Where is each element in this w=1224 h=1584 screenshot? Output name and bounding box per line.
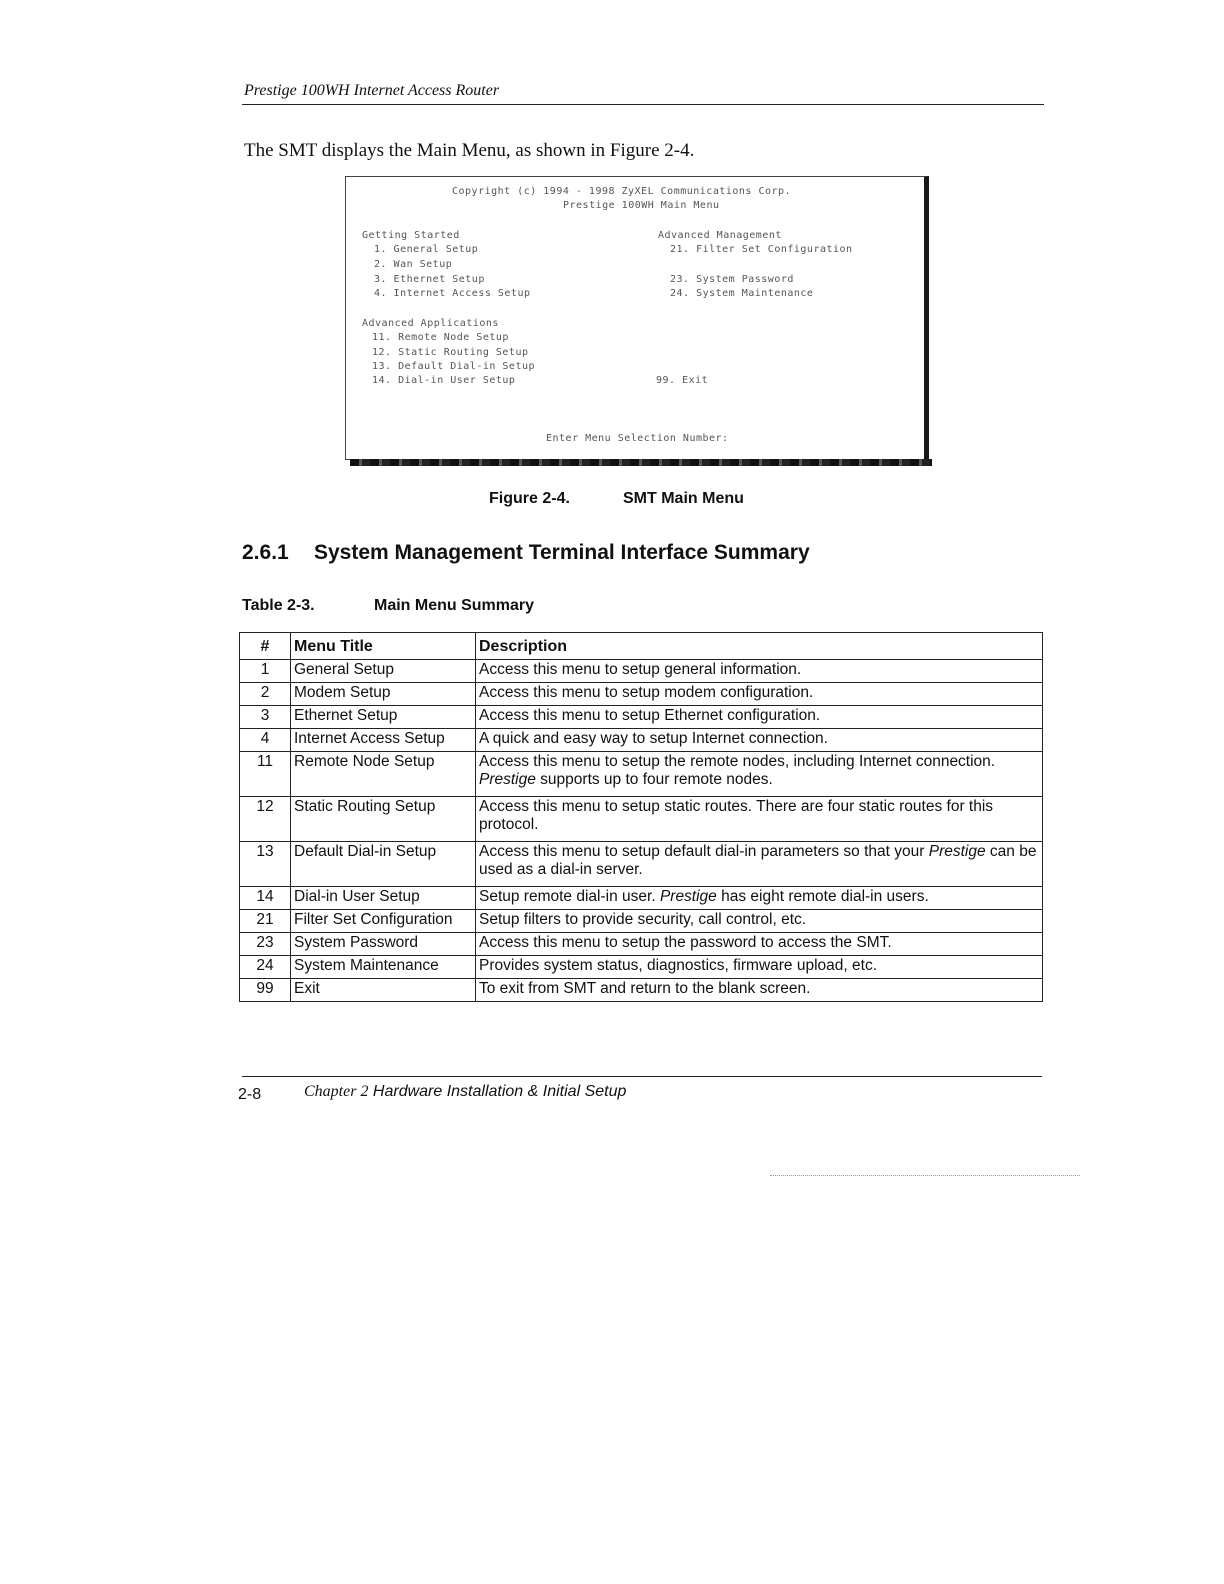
table-row [240, 979, 1043, 1002]
description-cell: A quick and easy way to setup Internet connection. [476, 729, 1043, 752]
table-row [240, 887, 1043, 910]
description-text: Access this menu to setup default dial-in parameters so that your [479, 843, 929, 860]
footer-divider [242, 1076, 1042, 1077]
table-row [240, 706, 1043, 729]
menu-number-cell: 12 [240, 797, 291, 842]
menu-title-cell: Static Routing Setup [291, 797, 476, 842]
menu-number-cell: 11 [240, 752, 291, 797]
menu-title-cell: Dial-in User Setup [291, 887, 476, 910]
header-divider [242, 104, 1044, 105]
table-row [240, 956, 1043, 979]
menu-title-cell: System Maintenance [291, 956, 476, 979]
menu-title-cell: Remote Node Setup [291, 752, 476, 797]
column-header-menu-title: Menu Title [291, 633, 476, 660]
main-menu-summary-table [239, 632, 1043, 1002]
description-cell [476, 752, 1043, 797]
column-header-description: Description [476, 633, 1043, 660]
description-cell: Provides system status, diagnostics, firmware upload, etc. [476, 956, 1043, 979]
smt-main-menu-screenshot [345, 176, 929, 460]
menu-number-cell: 21 [240, 910, 291, 933]
terminal-menu-item: 3. Ethernet Setup [374, 274, 485, 285]
terminal-menu-item: 11. Remote Node Setup [372, 332, 509, 343]
table-title: Main Menu Summary [374, 597, 535, 614]
menu-title-cell: Modem Setup [291, 683, 476, 706]
product-name: Prestige [479, 771, 536, 788]
product-name: Prestige [659, 888, 717, 905]
menu-number-cell: 3 [240, 706, 291, 729]
description-text: Setup remote dial-in user. [479, 888, 660, 905]
terminal-prompt: Enter Menu Selection Number: [546, 433, 729, 444]
terminal-exit-item: 99. Exit [656, 375, 709, 386]
terminal-menu-item: 4. Internet Access Setup [374, 288, 531, 299]
description-cell: Setup filters to provide security, call control, etc. [476, 910, 1043, 933]
description-text: Access this menu to setup the remote nodes, including Internet connection. [479, 753, 996, 770]
intro-paragraph: The SMT displays the Main Menu, as shown in Figure 2-4. [244, 140, 695, 161]
description-cell: Access this menu to setup the password to access the SMT. [476, 933, 1043, 956]
description-cell: To exit from SMT and return to the blank screen. [476, 979, 1043, 1002]
section-number: 2.6.1 [242, 541, 289, 564]
menu-number-cell: 23 [240, 933, 291, 956]
product-name: Prestige [928, 843, 986, 860]
section-heading [242, 541, 810, 565]
description-cell: Access this menu to setup Ethernet configuration. [476, 706, 1043, 729]
menu-number-cell: 2 [240, 683, 291, 706]
terminal-bottom-edge [350, 459, 932, 466]
menu-title-cell: Default Dial-in Setup [291, 842, 476, 887]
menu-title-cell: Ethernet Setup [291, 706, 476, 729]
menu-title-cell: Exit [291, 979, 476, 1002]
menu-title-cell: General Setup [291, 660, 476, 683]
table-row [240, 910, 1043, 933]
figure-title: SMT Main Menu [623, 490, 744, 507]
terminal-menu-item: 2. Wan Setup [374, 259, 453, 270]
menu-number-cell: 24 [240, 956, 291, 979]
menu-number-cell: 14 [240, 887, 291, 910]
menu-title-cell: System Password [291, 933, 476, 956]
terminal-menu-item: 13. Default Dial-in Setup [372, 361, 536, 372]
menu-number-cell: 99 [240, 979, 291, 1002]
menu-number-cell: 13 [240, 842, 291, 887]
column-header-number: # [240, 633, 291, 660]
running-header: Prestige 100WH Internet Access Router [244, 82, 500, 99]
menu-title-cell: Internet Access Setup [291, 729, 476, 752]
footer-chapter [304, 1083, 626, 1101]
table-row [240, 933, 1043, 956]
table-row [240, 797, 1043, 842]
terminal-advanced-applications-heading: Advanced Applications [362, 318, 499, 329]
terminal-menu-title: Prestige 100WH Main Menu [563, 200, 720, 211]
terminal-menu-item: 23. System Password [670, 274, 794, 285]
terminal-menu-item: 24. System Maintenance [670, 288, 814, 299]
terminal-advanced-management-heading: Advanced Management [658, 230, 782, 241]
table-header-row [240, 633, 1043, 660]
terminal-copyright: Copyright (c) 1994 - 1998 ZyXEL Communications Corp. [452, 186, 792, 197]
section-title: System Management Terminal Interface Summary [314, 541, 810, 564]
terminal-menu-item: 14. Dial-in User Setup [372, 375, 516, 386]
table-row [240, 752, 1043, 797]
description-text: has eight remote dial-in users. [716, 888, 929, 905]
terminal-menu-item: 12. Static Routing Setup [372, 347, 529, 358]
scan-artifact [770, 1175, 1080, 1176]
description-text: supports up to four remote nodes. [535, 771, 773, 788]
menu-number-cell: 1 [240, 660, 291, 683]
chapter-title: Hardware Installation & Initial Setup [372, 1083, 627, 1100]
table-row [240, 683, 1043, 706]
terminal-menu-item: 21. Filter Set Configuration [670, 244, 853, 255]
table-row [240, 729, 1043, 752]
table-label: Table 2-3. [242, 597, 315, 614]
menu-number-cell: 4 [240, 729, 291, 752]
terminal-getting-started-heading: Getting Started [362, 230, 460, 241]
description-text: can be used as a dial-in server. [479, 843, 1037, 878]
chapter-label: Chapter 2 [304, 1083, 369, 1100]
table-row [240, 842, 1043, 887]
description-cell: Access this menu to setup static routes. There are four static routes for this protocol. [476, 797, 1043, 842]
table-row [240, 660, 1043, 683]
terminal-menu-item: 1. General Setup [374, 244, 479, 255]
description-cell: Access this menu to setup general information. [476, 660, 1043, 683]
figure-label: Figure 2-4. [489, 490, 570, 507]
menu-title-cell: Filter Set Configuration [291, 910, 476, 933]
description-cell: Access this menu to setup modem configuration. [476, 683, 1043, 706]
page-number: 2-8 [238, 1086, 262, 1103]
description-cell [476, 887, 1043, 910]
description-cell [476, 842, 1043, 887]
